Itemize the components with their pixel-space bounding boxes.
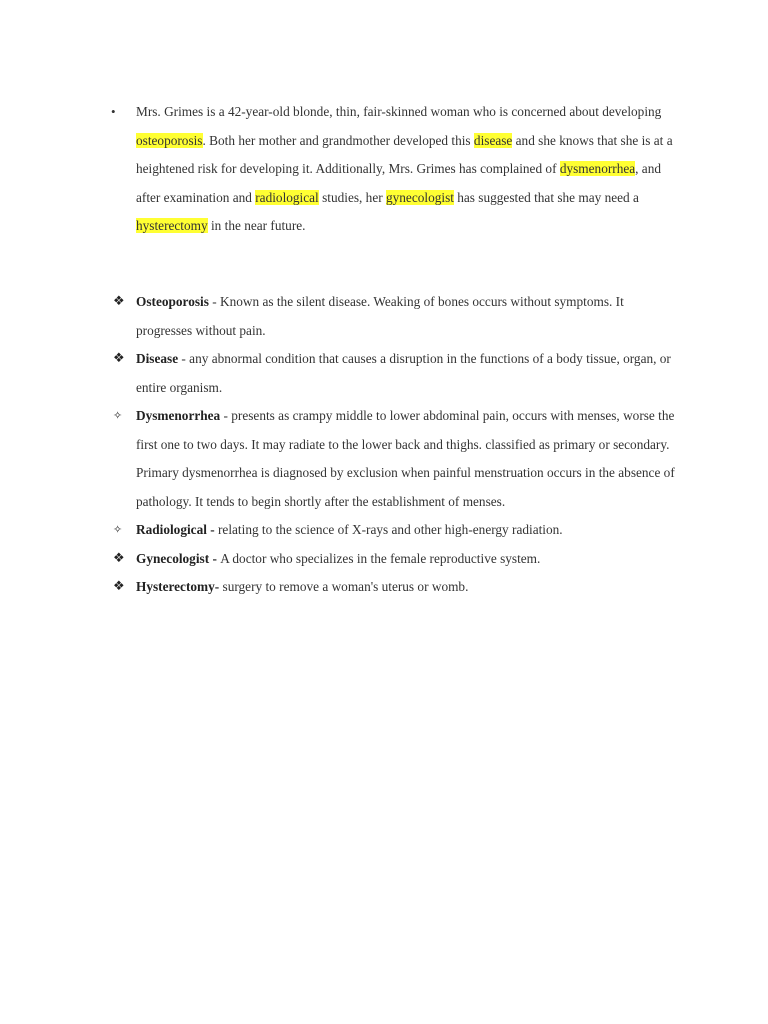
highlighted-term: radiological — [255, 189, 319, 205]
definition-term: Osteoporosis — [136, 294, 209, 309]
diamond-bullet-icon: ❖ — [113, 294, 125, 309]
definition-text: relating to the science of X-rays and other high-energy radiation. — [218, 522, 563, 537]
definition-term: Hysterectomy- — [136, 579, 220, 594]
case-text: has suggested that she may need a — [453, 189, 639, 205]
case-text: and she knows that she is at a heightened risk for developing it. Additionally, Mrs. Grimes has complained of — [136, 132, 673, 176]
definition-text: A doctor who specializes in the female reproductive system. — [220, 550, 541, 566]
definition-term: Gynecologist - — [136, 550, 221, 566]
case-text: studies, her — [318, 189, 386, 205]
definition-term: Radiological - — [136, 522, 218, 537]
case-text: Mrs. Grimes is a 42-year-old blonde, thin, fair-skinned woman who is concerned about developing — [136, 104, 662, 119]
bullet-marker: • — [111, 104, 116, 119]
highlighted-term: osteoporosis — [136, 132, 203, 148]
case-study-paragraph — [111, 98, 676, 241]
diamond-bullet-icon: ❖ — [113, 351, 125, 366]
diamond-bullet-icon: ❖ — [113, 550, 125, 566]
highlighted-term: dysmenorrhea — [559, 161, 636, 176]
case-text: . Both her mother and grandmother developed this — [202, 132, 474, 148]
hollow-diamond-bullet-icon: ✧ — [113, 523, 123, 536]
highlighted-term: hysterectomy — [136, 218, 208, 233]
definition-dysmenorrhea — [113, 402, 681, 516]
definition-text: surgery to remove a woman's uterus or womb. — [219, 579, 469, 594]
definition-gynecologist — [113, 545, 681, 574]
definition-text: - any abnormal condition that causes a disruption in the functions of a body tissue, organ, or entire organism. — [136, 351, 671, 395]
definition-radiological — [113, 516, 681, 545]
case-text: in the near future. — [207, 218, 306, 233]
hollow-diamond-bullet-icon: ✧ — [113, 409, 123, 422]
definition-disease — [113, 345, 681, 402]
highlighted-term: gynecologist — [385, 189, 454, 205]
case-text: , and after examination and — [136, 161, 662, 205]
diamond-bullet-icon: ❖ — [113, 579, 125, 594]
definition-osteoporosis — [113, 288, 681, 345]
definitions-list — [113, 288, 681, 602]
definition-term: Disease — [136, 351, 179, 366]
definition-text: - presents as crampy middle to lower abdominal pain, occurs with menses, worse the first one to two days. It may radiate to the lower back and thighs. classified as primary or secondary. Primary dysmenorrhea is diagnosed by exclusion when painful menstruation occurs in the absence of pathology. It tends to begin shortly after the establishment of menses. — [136, 408, 675, 509]
definition-text: - Known as the silent disease. Weaking of bones occurs without symptoms. It progresses without pain. — [136, 294, 624, 338]
definition-term: Dysmenorrhea — [136, 408, 221, 423]
highlighted-term: disease — [473, 132, 513, 148]
definition-hysterectomy — [113, 573, 681, 602]
